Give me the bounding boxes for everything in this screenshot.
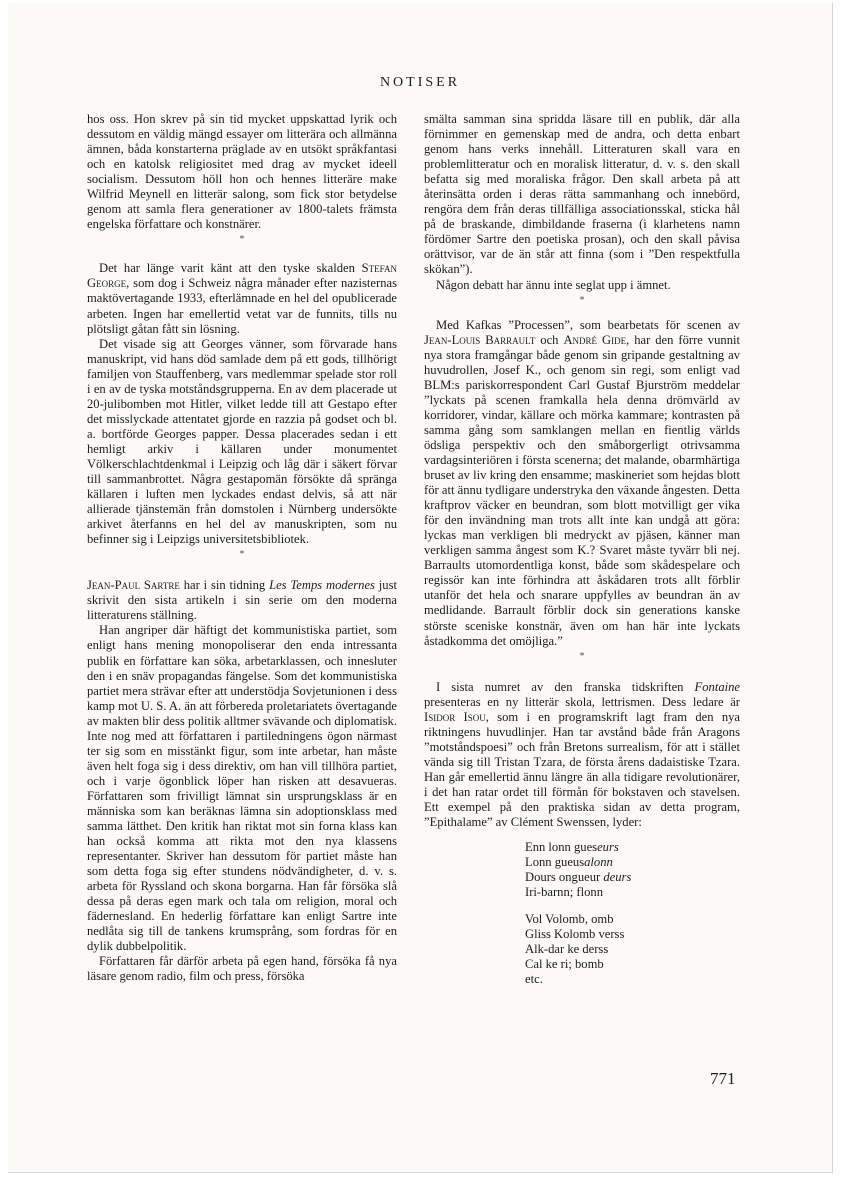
section-separator: * xyxy=(239,549,245,561)
poem-line: Gliss Kolomb verss xyxy=(525,927,625,942)
poem-line: Iri-barnn; flonn xyxy=(525,885,603,900)
poem-line: Cal ke ri; bomb xyxy=(525,957,604,972)
right-column xyxy=(424,112,740,987)
poem xyxy=(525,840,740,987)
poem-line: Dours ongueur deurs xyxy=(525,870,632,885)
paragraph: smälta samman sina spridda läsare till en publik, där alla förnimmer en gemenskap med de andra, och detta enbart genom hans verks innehåll. Litteraturen skall vara en problemlitteratur och en moralisk litteratur, d. v. s. den skall befatta sig med moraliska frågor. Den skall arbeta på att återinsätta orden i deras rätta sammanhang och innebörd, rengöra dem från deras tillfälliga associationsskal, sticka hål på de braskande, dimbildande fraserna (i klarhetens namn fördömer Sartre den poetiska prosan), och den skall påvisa orättvisor, var de än står att finna (som i ”Den respektfulla skökan”). xyxy=(424,112,740,277)
poem-line: Enn lonn gueseurs xyxy=(525,840,619,855)
person-name: Isidor Isou xyxy=(424,709,486,724)
paragraph: I sista numret av den franska tidskriften Fontaine presenteras en ny litterär skola, lettrismen. Dess ledare är Isidor Isou, som i en programskrift lagt fram den nya riktningens huvudlinjer. Han tar avstånd både från Aragons ”motståndspoesi” och från Bretons surrealism, för att i stället vända sig till Tristan Tzara, de första årens dadaistiske Tzara. Han går emellertid ännu längre än alla tidigare revolutionärer, i det han ratar ordet till förmån för bokstaven och stavelsen. Ett exempel på den praktiska sidan av detta program, ”Epithalame” av Clément Swenssen, lyder: xyxy=(424,679,740,830)
poem-stanza xyxy=(525,840,740,900)
poem-stanza xyxy=(525,912,740,987)
paragraph: Någon debatt har ännu inte seglat upp i ämnet. xyxy=(436,277,671,292)
poem-line: Alk-dar ke derss xyxy=(525,942,609,957)
person-name: Jean-Louis Barrault xyxy=(424,332,536,347)
running-header: NOTISER xyxy=(379,75,461,90)
paragraph: Det visade sig att Georges vänner, som förvarade hans manuskript, vid hans död samlade dem på ett gods, tillhörigt familjen von Stauffenberg, vars medlemmar spelade stor roll i en av de tyska motståndsgrupperna. En av dem placerade ut 20-julibomben mot Hitler, vilket ledde till att Gestapo efter det misslyckade attentatet gjorde en razzia på godset och bl. a. bortförde Georges papper. Dessa placerades sedan i ett hemligt arkiv i källaren under monumentet Völkerschlachtdenkmal i Leipzig och låg där i säkert förvar till sammanbrottet. Några gestapomän försökte då spränga källaren i luften men lyckades endast delvis, så att när allierade tjänstemän från domstolen i Nürnberg undersökte arkivet återfanns en hel del av manuskripten, som nu befinner sig i Leipzigs universitetsbibliotek. xyxy=(87,336,397,547)
journal-title: Fontaine xyxy=(694,679,740,694)
paragraph: Det har länge varit känt att den tyske skalden Stefan George, som dog i Schweiz några månader efter nazisternas maktövertagande 1933, efterlämnade en hel del opublicerade arbeten. Ingen har emellertid vetat var de funnits, tills nu plötsligt gåtan fått sin lösning. xyxy=(87,261,397,336)
section-separator: * xyxy=(239,234,245,246)
poem-line: etc. xyxy=(525,972,543,987)
document-page xyxy=(8,3,833,1173)
paragraph: Med Kafkas ”Processen”, som bearbetats för scenen av Jean-Louis Barrault och André Gide, har den förre vunnit nya stora framgångar både genom sin gripande gestaltning av huvudrollen, Josef K., och genom sin regi, som enligt vad BLM:s pariskorrespondent Carl Gustaf Bjurström meddelar ”lyckats på scenen framkalla hela denna drömvärld av korridorer, vindar, källare och mörka kammare; kontrasten på samma gång som samklangen mellan en fientlig världs ödsliga perspektiv och den småborgerligt otrivsamma vardagsinteriören i första scenerna; det malande, obarmhärtiga bruset av liv kring den ensamme; maskineriet som hejdas blott för att ännu tydligare understryka den växande ångesten. Detta kraftprov väcker en beundran, som blott motvilligt ger vika för den invändning man trots allt inte kan undgå att göra: lyckas man verkligen bli medryckt av pjäsen, känner man verkligen samma ångest som K.? Svaret måste tyvärr bli nej. Barraults utomordentliga konst, både som skådespelare och regissör kan inte förhindra att åskådaren trots allt förblir utanför det hela och snarare uppfylles av beundran än av medlidande. Barrault förblir dock sin generations kanske störste sceniske konstnär, även om han här inte lyckats åstadkomma det omöjliga.” xyxy=(424,317,740,648)
poem-line: Lonn gueusalonn xyxy=(525,855,613,870)
person-name: Jean-Paul Sartre xyxy=(87,578,180,593)
poem-line: Vol Volomb, omb xyxy=(525,912,614,927)
left-column xyxy=(87,112,397,985)
person-name: Stefan George xyxy=(87,261,397,291)
paragraph: Han angriper där häftigt det kommunistiska partiet, som enligt hans mening monopoliserar den enda intressanta publik en författare kan söka, arbetarklassen, och innesluter den i en snäv propagandas fängelse. Som det kommunistiska partiet mera strävar efter att understödja Sovjetunionen i dess kamp mot U. S. A. än att förbereda proletariatets övertagande av makten blir dess politik alltmer svävande och diplomatisk. Inte nog med att författaren i partiledningens ögon närmast ter sig som en misstänkt figur, som inte arbetar, han måste även helt foga sig i dess direktiv, om han vill tillhöra partiet, och i varje ögonblick löper han risken att desavueras. Författaren som frivilligt lämnat sin ursprungsklass är en människa som kan beräknas lämna sin adoptionsklass med samma lätthet. Den kritik han riktat mot sin forna klass kan han också komma att rikta mot den nya klassens representanter. Skriver han dessutom för partiet måste han som detta foga sig efter stundens nödvändigheter, d. v. s. arbeta för Ryssland och skona borgarna. Han får försöka slå dessa på deras egen mark och tala om religion, moral och fädernesland. En hederlig författare kan enligt Sartre inte nedlåta sig till de tankens krumsprång, som fordras för en dylik dubbelpolitik. xyxy=(87,623,397,954)
journal-title: Les Temps modernes xyxy=(269,578,375,593)
person-name: André Gide xyxy=(563,332,627,347)
section-separator: * xyxy=(579,650,585,662)
paragraph: Jean-Paul Sartre har i sin tidning Les Temps modernes just skrivit den sista artikeln i sin serie om den moderna litteraturens ställning. xyxy=(87,578,397,623)
section-separator: * xyxy=(579,294,585,306)
paragraph: hos oss. Hon skrev på sin tid mycket uppskattad lyrik och dessutom en väldig mängd essayer om litterära och allmänna ämnen, båda konstarterna präglade av en utsökt språkfantasi och en katolsk religiositet med drag av mycket ideell socialism. Dessutom höll hon och hennes litteräre make Wilfrid Meynell en litterär salong, som fick stor betydelse genom att samla flera generationer av 1800-talets främsta engelska författare och konstnärer. xyxy=(87,112,397,232)
paragraph: Författaren får därför arbeta på egen hand, försöka få nya läsare genom radio, film och press, försöka xyxy=(87,954,397,984)
page-number: 771 xyxy=(710,1069,736,1088)
